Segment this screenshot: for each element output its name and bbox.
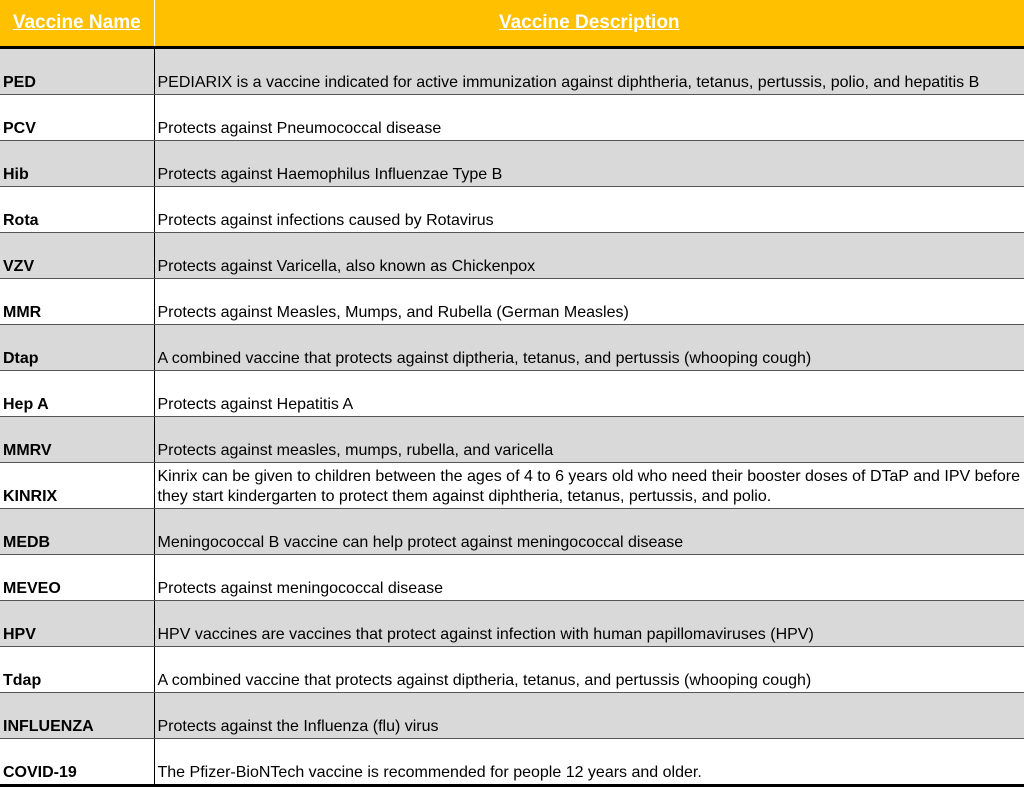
vaccine-description-cell: Protects against Hepatitis A [154, 371, 1024, 417]
vaccine-name-cell: Tdap [0, 647, 154, 693]
table-row [0, 509, 1024, 555]
table-body [0, 48, 1024, 786]
table-row [0, 48, 1024, 95]
vaccine-name-cell: VZV [0, 233, 154, 279]
table-row [0, 555, 1024, 601]
vaccine-name-cell: MEVEO [0, 555, 154, 601]
vaccine-description-cell: Protects against Pneumococcal disease [154, 95, 1024, 141]
vaccine-description-cell: Protects against the Influenza (flu) virus [154, 693, 1024, 739]
vaccine-name-cell: PED [0, 48, 154, 95]
vaccine-name-cell: Rota [0, 187, 154, 233]
vaccine-description-cell: Protects against Haemophilus Influenzae Type B [154, 141, 1024, 187]
vaccine-name-cell: MEDB [0, 509, 154, 555]
vaccine-description-cell: Kinrix can be given to children between the ages of 4 to 6 years old who need their booster doses of DTaP and IPV before they start kindergarten to protect them against diphtheria, tetanus, pertussis, and polio. [154, 463, 1024, 509]
header-vaccine-name: Vaccine Name [0, 0, 154, 48]
vaccine-description-cell: Protects against Measles, Mumps, and Rubella (German Measles) [154, 279, 1024, 325]
table-row [0, 739, 1024, 786]
header-row [0, 0, 1024, 48]
vaccine-description-cell: A combined vaccine that protects against diptheria, tetanus, and pertussis (whooping cough) [154, 647, 1024, 693]
vaccine-name-cell: MMRV [0, 417, 154, 463]
vaccine-description-cell: Protects against Varicella, also known as Chickenpox [154, 233, 1024, 279]
vaccine-name-cell: KINRIX [0, 463, 154, 509]
vaccine-description-cell: Meningococcal B vaccine can help protect against meningococcal disease [154, 509, 1024, 555]
vaccine-description-cell: HPV vaccines are vaccines that protect against infection with human papillomaviruses (HPV) [154, 601, 1024, 647]
vaccine-name-cell: PCV [0, 95, 154, 141]
vaccine-name-cell: COVID-19 [0, 739, 154, 786]
table-row [0, 647, 1024, 693]
table-row [0, 187, 1024, 233]
table-row [0, 371, 1024, 417]
vaccine-description-cell: PEDIARIX is a vaccine indicated for active immunization against diphtheria, tetanus, pertussis, polio, and hepatitis B [154, 48, 1024, 95]
vaccine-description-cell: The Pfizer-BioNTech vaccine is recommended for people 12 years and older. [154, 739, 1024, 786]
table-row [0, 601, 1024, 647]
vaccine-name-cell: HPV [0, 601, 154, 647]
vaccine-description-cell: Protects against meningococcal disease [154, 555, 1024, 601]
table-row [0, 463, 1024, 509]
table-row [0, 417, 1024, 463]
table-row [0, 325, 1024, 371]
table-row [0, 141, 1024, 187]
header-vaccine-description: Vaccine Description [154, 0, 1024, 48]
vaccine-name-cell: MMR [0, 279, 154, 325]
table-row [0, 693, 1024, 739]
vaccine-name-cell: Hep A [0, 371, 154, 417]
vaccine-description-cell: A combined vaccine that protects against diptheria, tetanus, and pertussis (whooping cough) [154, 325, 1024, 371]
table-row [0, 233, 1024, 279]
table-row [0, 279, 1024, 325]
vaccine-name-cell: INFLUENZA [0, 693, 154, 739]
vaccine-name-cell: Hib [0, 141, 154, 187]
vaccine-description-cell: Protects against measles, mumps, rubella, and varicella [154, 417, 1024, 463]
table-row [0, 95, 1024, 141]
vaccine-name-cell: Dtap [0, 325, 154, 371]
vaccine-description-cell: Protects against infections caused by Rotavirus [154, 187, 1024, 233]
